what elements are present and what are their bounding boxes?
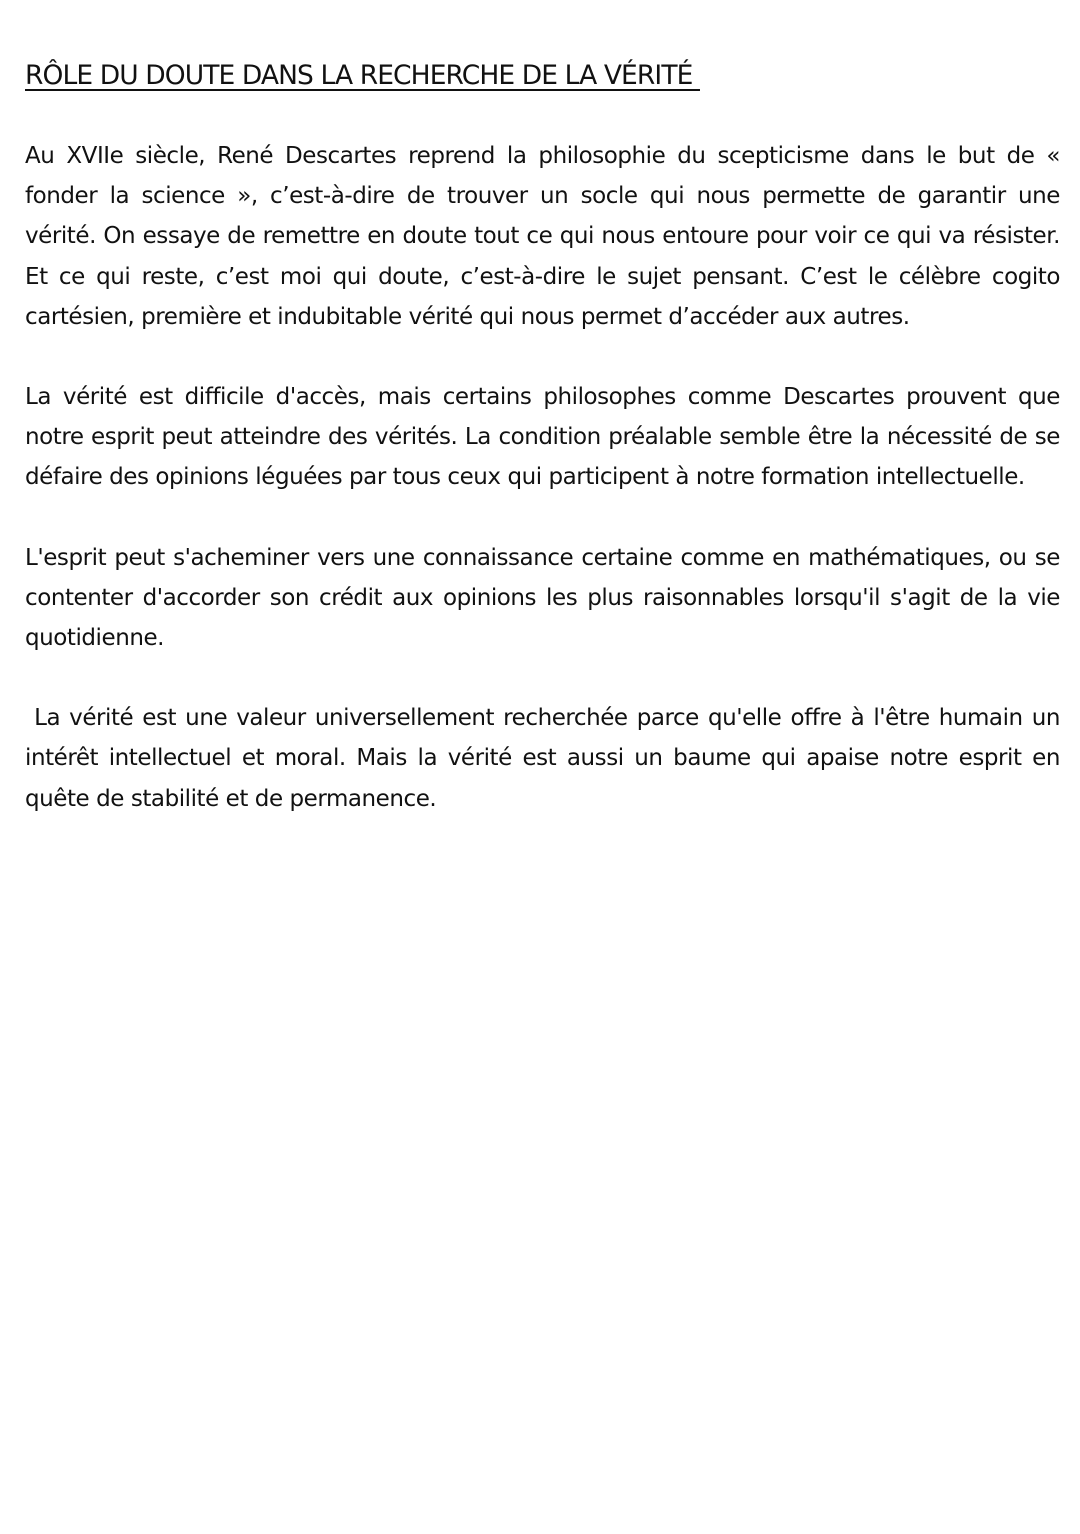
document-page	[25, 56, 1067, 859]
paragraph-access-to-truth: La vérité est difficile d'accès, mais certains philosophes comme Descartes prouvent que notre esprit peut atteindre des vérités. La condition préalable semble être la nécessité de se défaire des opinions léguées par tous ceux qui participent à notre formation intellectuelle.	[25, 384, 1067, 491]
paragraph-value-of-truth: La vérité est une valeur universellement recherchée parce qu'elle offre à l'être humain un intérêt intellectuel et moral. Mais la vérité est aussi un baume qui apaise notre esprit en quête de stabilité et de permanence.	[25, 705, 1067, 812]
paragraph-descartes-doubt: Au XVIIe siècle, René Descartes reprend la philosophie du scepticisme dans le but de « fonder la science », c’est-à-dire de trouver un socle qui nous permette de garantir une vérité. On essaye de remettre en doute tout ce qui nous entoure pour voir ce qui va résister. Et ce qui reste, c’est moi qui doute, c’est-à-dire le sujet pensant. C’est le célèbre cogito cartésien, première et indubitable vérité qui nous permet d’accéder aux autres.	[25, 143, 1067, 330]
document-body	[25, 136, 1067, 819]
paragraph-certain-knowledge: L'esprit peut s'acheminer vers une connaissance certaine comme en mathématiques, ou se contenter d'accorder son crédit aux opinions les plus raisonnables lorsqu'il s'agit de la vie quotidienne.	[25, 544, 1067, 652]
document-title: RÔLE DU DOUTE DANS LA RECHERCHE DE LA VÉRITÉ	[25, 60, 700, 91]
